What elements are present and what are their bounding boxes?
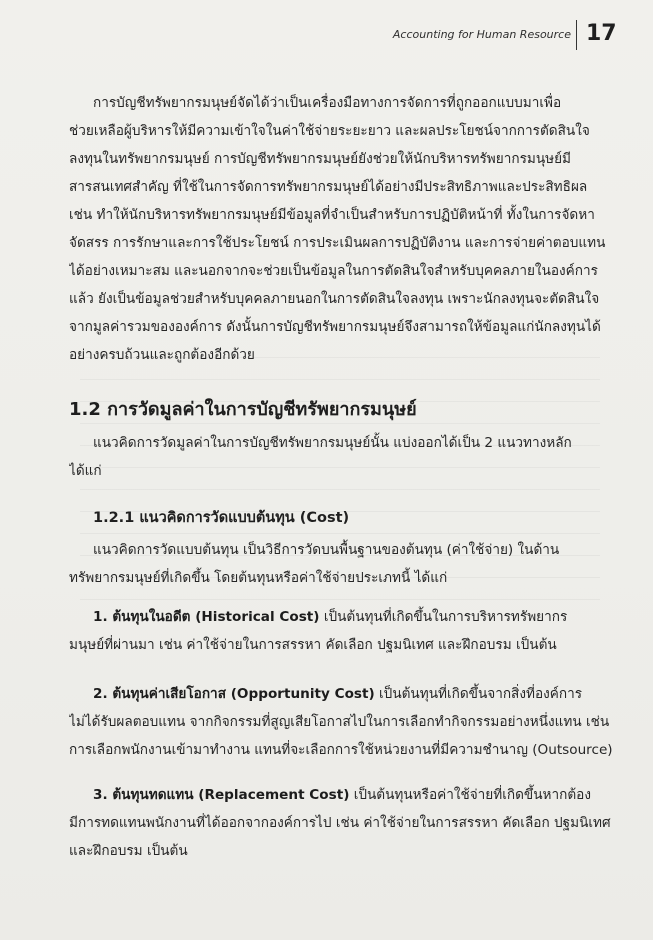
opportunity-cost-item xyxy=(93,684,613,704)
paragraph-line: สารสนเทศสำคัญ ที่ใช้ในการจัดการทรัพยากรมนุษย์ได้อย่างมีประสิทธิภาพและประสิทธิผล xyxy=(69,179,588,195)
paragraph-line: จากมูลค่ารวมขององค์การ ดังนั้นการบัญชีทรัพยากรมนุษย์จึงสามารถให้ข้อมูลแก่นักลงทุนได้ xyxy=(69,319,601,335)
section-intro-line: แนวคิดการวัดมูลค่าในการบัญชีทรัพยากรมนุษย์นั้น แบ่งออกได้เป็น 2 แนวทางหลัก xyxy=(93,435,572,451)
replacement-cost-line: และฝึกอบรม เป็นต้น xyxy=(69,843,188,859)
opportunity-cost-definition: เป็นต้นทุนที่เกิดขึ้นจากสิ่งที่องค์การ xyxy=(374,686,583,702)
paragraph-line: ลงทุนในทรัพยากรมนุษย์ การบัญชีทรัพยากรมนุษย์ยังช่วยให้นักบริหารทรัพยากรมนุษย์มี xyxy=(69,151,572,167)
paragraph-line: ช่วยเหลือผู้บริหารให้มีความเข้าใจในค่าใช้จ่ายระยะยาว และผลประโยชน์จากการตัดสินใจ xyxy=(69,123,590,139)
historical-cost-definition: เป็นต้นทุนที่เกิดขึ้นในการบริหารทรัพยากร xyxy=(319,609,568,625)
replacement-cost-term: 3. ต้นทุนทดแทน (Replacement Cost) xyxy=(93,787,350,803)
page-content xyxy=(69,93,613,883)
replacement-cost-item xyxy=(93,785,613,805)
section-intro-line: ได้แก่ xyxy=(69,463,102,479)
replacement-cost-definition: เป็นต้นทุนหรือค่าใช้จ่ายที่เกิดขึ้นหากต้อง xyxy=(349,787,591,803)
paragraph-line: การบัญชีทรัพยากรมนุษย์จัดได้ว่าเป็นเครื่องมือทางการจัดการที่ถูกออกแบบมาเพื่อ xyxy=(93,95,562,111)
historical-cost-line: มนุษย์ที่ผ่านมา เช่น ค่าใช้จ่ายในการสรรหา คัดเลือก ปฐมนิเทศ และฝึกอบรม เป็นต้น xyxy=(69,637,557,653)
opportunity-cost-line: การเลือกพนักงานเข้ามาทำงาน แทนที่จะเลือกการใช้หน่วยงานที่มีความชำนาญ (Outsource) xyxy=(69,742,613,758)
page-number: 17 xyxy=(586,21,617,46)
opportunity-cost-term: 2. ต้นทุนค่าเสียโอกาส (Opportunity Cost) xyxy=(93,686,375,702)
paragraph-line: จัดสรร การรักษาและการใช้ประโยชน์ การประเมินผลการปฏิบัติงาน และการจ่ายค่าตอบแทน xyxy=(69,235,606,251)
running-title: Accounting for Human Resource xyxy=(392,28,571,41)
paragraph-line: เช่น ทำให้นักบริหารทรัพยากรมนุษย์มีข้อมูลที่จำเป็นสำหรับการปฏิบัติหน้าที่ ทั้งในการจัดหา xyxy=(69,207,595,223)
historical-cost-term: 1. ต้นทุนในอดีต (Historical Cost) xyxy=(93,609,320,625)
historical-cost-item xyxy=(93,607,613,627)
page-header xyxy=(0,18,653,58)
header-divider xyxy=(576,20,577,50)
paragraph-line: แล้ว ยังเป็นข้อมูลช่วยสำหรับบุคคลภายนอกในการตัดสินใจลงทุน เพราะนักลงทุนจะตัดสินใจ xyxy=(69,291,600,307)
subsection-heading: 1.2.1 แนวคิดการวัดแบบต้นทุน (Cost) xyxy=(93,510,350,526)
replacement-cost-line: มีการทดแทนพนักงานที่ได้ออกจากองค์การไป เช่น ค่าใช้จ่ายในการสรรหา คัดเลือก ปฐมนิเทศ xyxy=(69,815,611,831)
opportunity-cost-line: ไม่ได้รับผลตอบแทน จากกิจกรรมที่สูญเสียโอกาสไปในการเลือกทำกิจกรรมอย่างหนึ่งแทน เช่น xyxy=(69,714,610,730)
section-heading: 1.2 การวัดมูลค่าในการบัญชีทรัพยากรมนุษย์ xyxy=(69,399,417,420)
paragraph-line: ได้อย่างเหมาะสม และนอกจากจะช่วยเป็นข้อมูลในการตัดสินใจสำหรับบุคคลภายในองค์การ xyxy=(69,263,598,279)
paragraph-line: อย่างครบถ้วนและถูกต้องอีกด้วย xyxy=(69,347,255,363)
subsection-intro-line: ทรัพยากรมนุษย์ที่เกิดขึ้น โดยต้นทุนหรือค่าใช้จ่ายประเภทนี้ ได้แก่ xyxy=(69,570,448,586)
subsection-intro-line: แนวคิดการวัดแบบต้นทุน เป็นวิธีการวัดบนพื้นฐานของต้นทุน (ค่าใช้จ่าย) ในด้าน xyxy=(93,542,560,558)
